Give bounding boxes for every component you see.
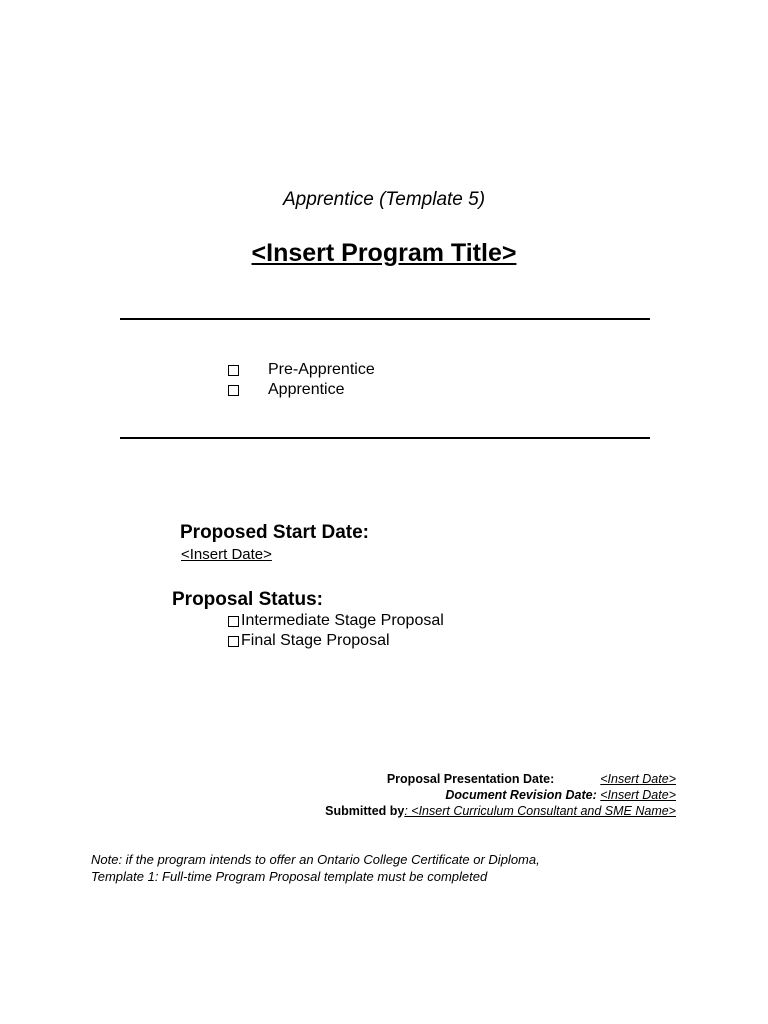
- status-option-label: Final Stage Proposal: [241, 632, 390, 649]
- status-option-final[interactable]: [228, 631, 390, 651]
- program-type-label: Apprentice: [268, 381, 345, 398]
- submitted-by-row: [325, 803, 676, 819]
- program-type-label: Pre-Apprentice: [268, 361, 375, 378]
- document-subtitle: Apprentice (Template 5): [282, 189, 486, 210]
- template-note: [91, 851, 691, 885]
- revision-date-value: <Insert Date>: [600, 788, 676, 802]
- program-type-pre-apprentice[interactable]: [228, 360, 375, 380]
- start-date-value: <Insert Date>: [181, 546, 272, 563]
- note-line: Template 1: Full-time Program Proposal template must be completed: [91, 869, 488, 884]
- presentation-date-row: [387, 771, 676, 787]
- presentation-date-value: <Insert Date>: [600, 772, 676, 786]
- proposal-status-heading: Proposal Status:: [172, 589, 323, 610]
- status-option-label: Intermediate Stage Proposal: [241, 612, 444, 629]
- checkbox-icon[interactable]: [228, 636, 239, 647]
- submitted-by-value: : <Insert Curriculum Consultant and SME Name>: [404, 804, 676, 818]
- revision-date-label: Document Revision Date:: [445, 788, 597, 802]
- checkbox-icon[interactable]: [228, 365, 239, 376]
- program-title: <Insert Program Title>: [251, 239, 517, 267]
- program-type-apprentice[interactable]: [228, 380, 345, 400]
- note-line: Note: if the program intends to offer an Ontario College Certificate or Diploma,: [91, 852, 540, 867]
- divider-bottom: [120, 437, 650, 439]
- submitted-by-label: Submitted by: [325, 804, 405, 818]
- checkbox-icon[interactable]: [228, 616, 239, 627]
- start-date-heading: Proposed Start Date:: [180, 522, 369, 543]
- presentation-date-label: Proposal Presentation Date:: [386, 772, 555, 786]
- divider-top: [120, 318, 650, 320]
- status-option-intermediate[interactable]: [228, 611, 444, 631]
- revision-date-row: [445, 787, 676, 803]
- checkbox-icon[interactable]: [228, 385, 239, 396]
